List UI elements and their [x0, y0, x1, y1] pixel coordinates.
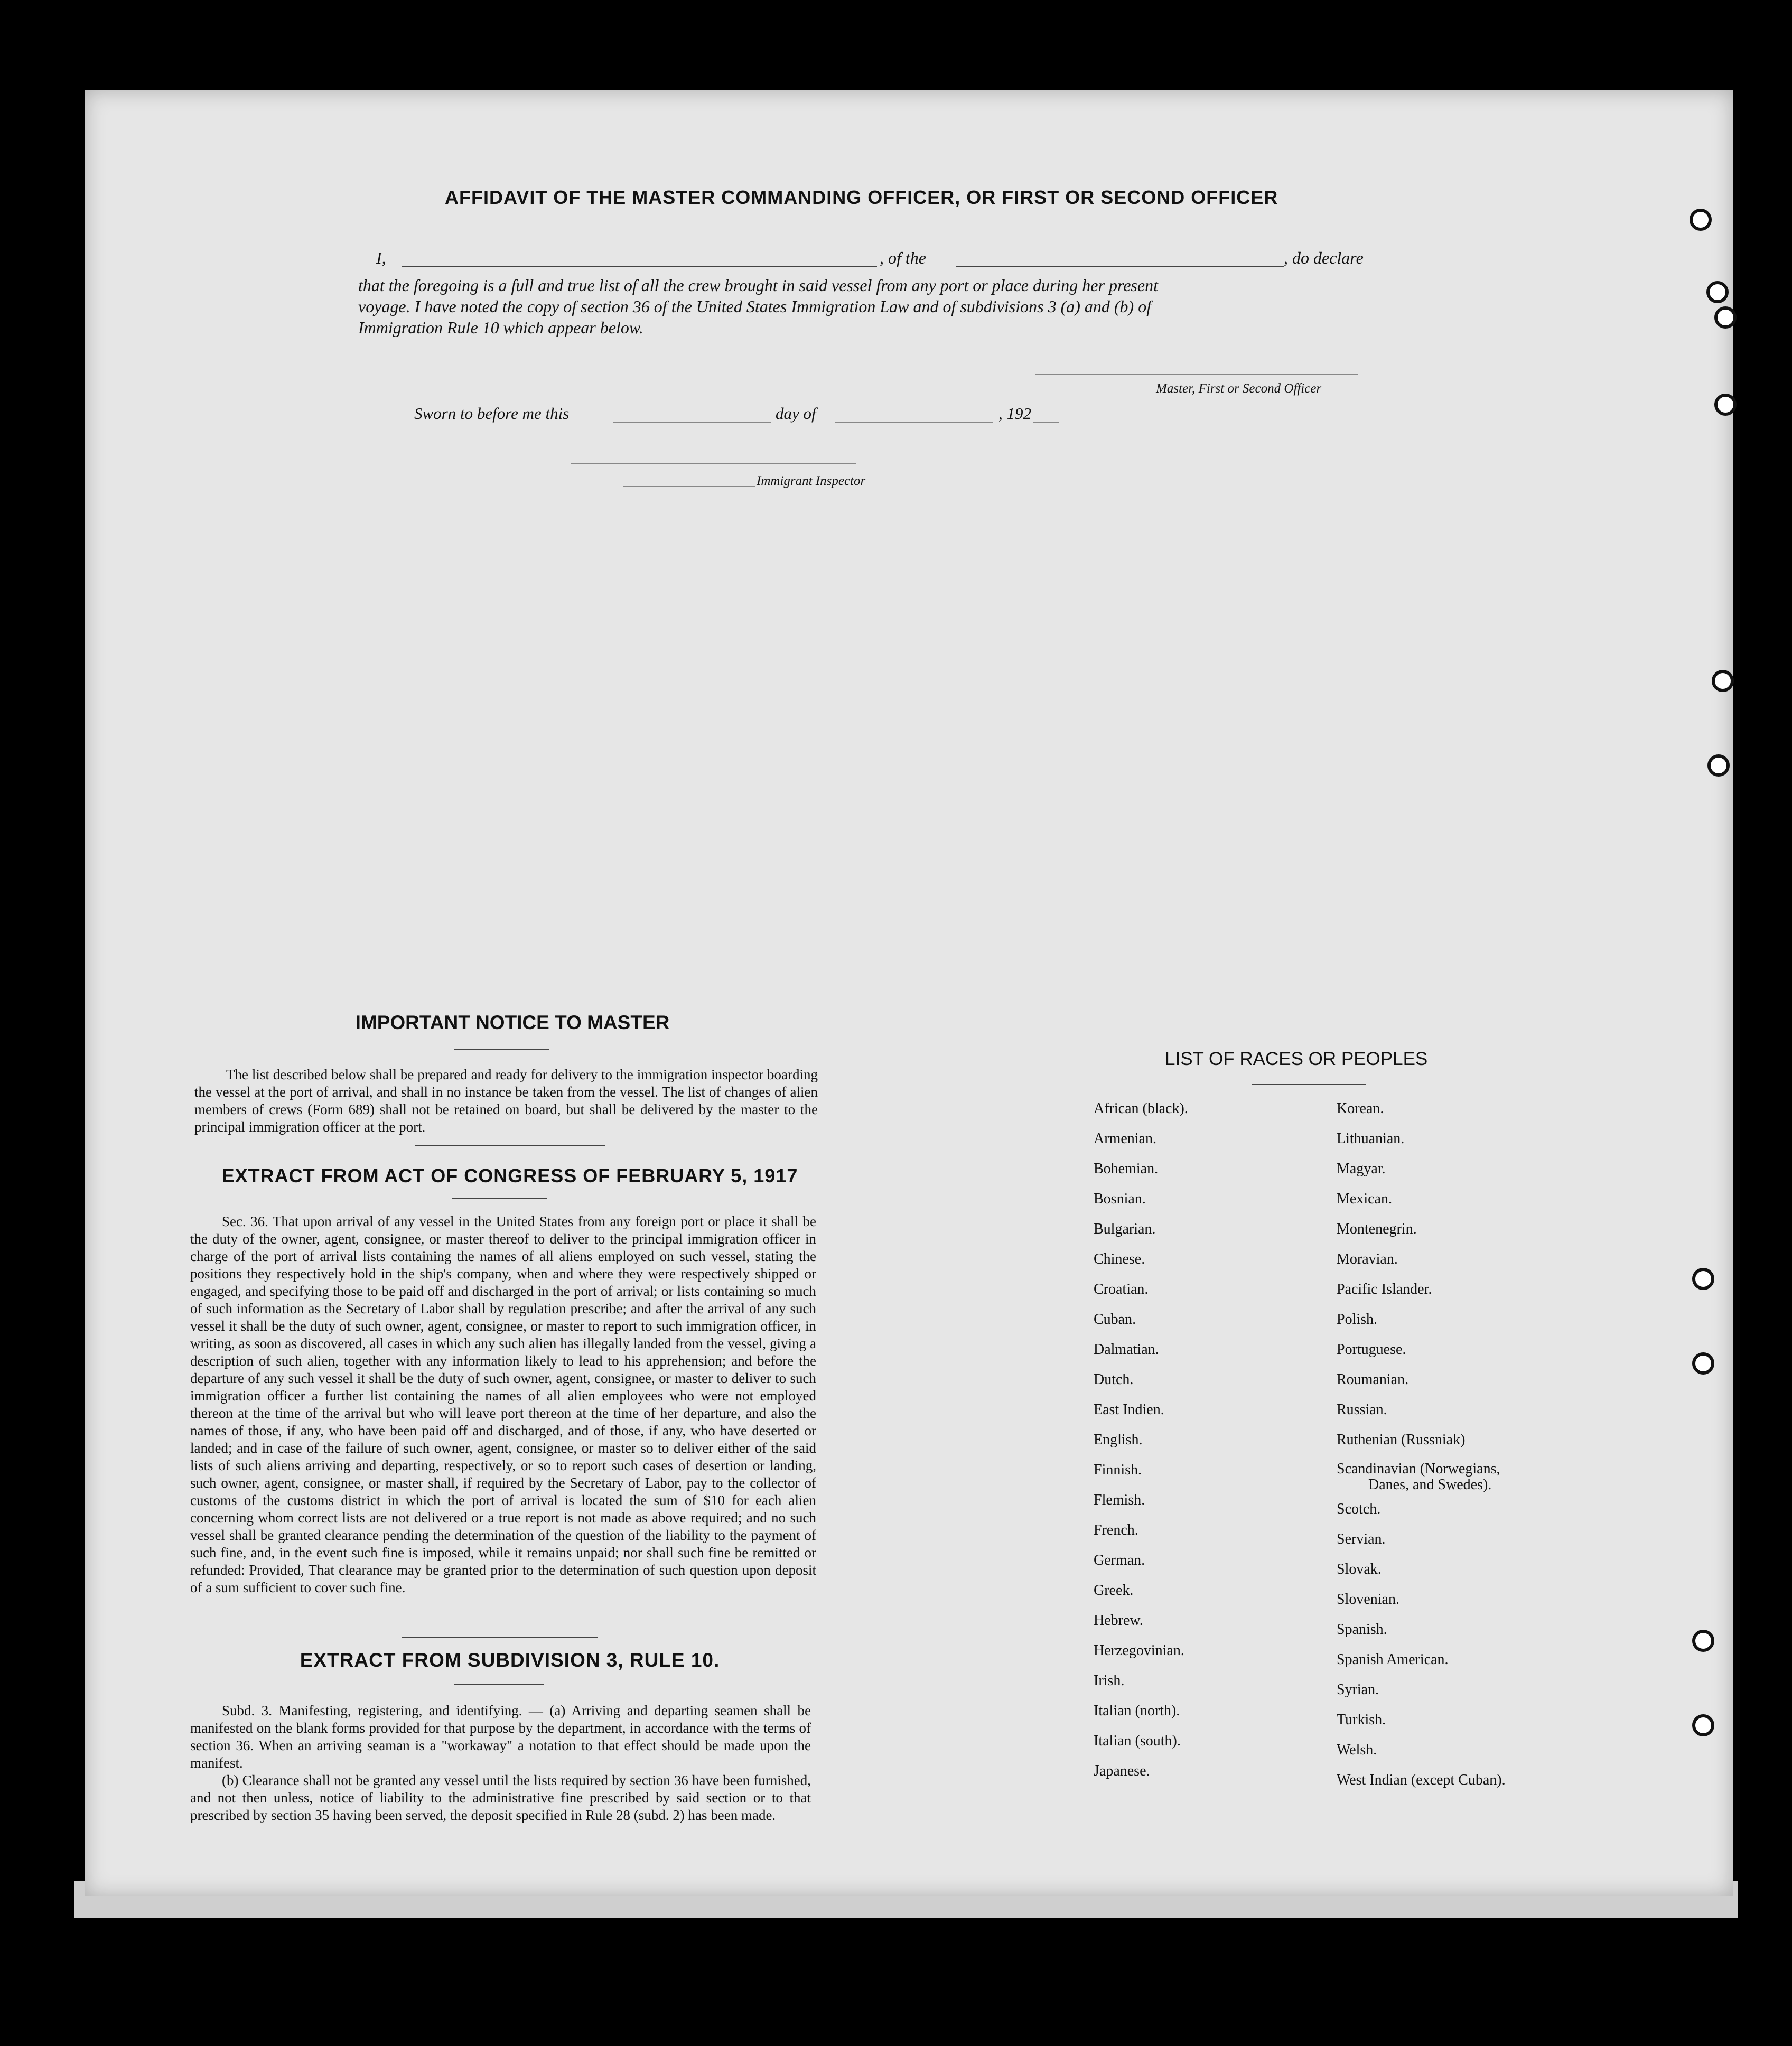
race-item: Magyar. [1337, 1161, 1386, 1177]
master-signature-line[interactable] [1035, 374, 1358, 375]
divider [452, 1198, 547, 1199]
races-right-column [1337, 1094, 1506, 1795]
race-item: Welsh. [1337, 1742, 1377, 1758]
binder-hole [1707, 754, 1730, 777]
race-item: Montenegrin. [1337, 1221, 1417, 1237]
race-item: West Indian (except Cuban). [1337, 1772, 1506, 1788]
race-item: Bohemian. [1094, 1161, 1159, 1177]
race-item: French. [1094, 1522, 1138, 1538]
affidavit-line-1: that the foregoing is a full and true list of all the crew brought in said vessel from any port or place during her present [358, 276, 1158, 295]
inspector-line[interactable] [623, 486, 755, 487]
sworn-day-line[interactable] [613, 422, 771, 423]
divider [454, 1684, 544, 1685]
act-title: EXTRACT FROM ACT OF CONGRESS OF FEBRUARY 5, 1917 [221, 1165, 798, 1187]
year-label: , 192 [998, 404, 1031, 423]
divider [415, 1145, 605, 1146]
race-item: Bulgarian. [1094, 1221, 1156, 1237]
races-left-column [1094, 1094, 1188, 1786]
race-item: Ruthenian (Russniak) [1337, 1432, 1466, 1448]
race-item: Finnish. [1094, 1462, 1142, 1478]
race-item: Polish. [1337, 1311, 1378, 1328]
race-item: Dalmatian. [1094, 1341, 1159, 1358]
race-item [1337, 1455, 1506, 1493]
race-item: Korean. [1337, 1100, 1384, 1117]
divider [454, 1049, 549, 1050]
affidavit-title: AFFIDAVIT OF THE MASTER COMMANDING OFFICER, OR FIRST OR SECOND OFFICER [445, 186, 1278, 208]
vessel-line[interactable] [956, 266, 1284, 267]
name-line[interactable] [402, 266, 877, 267]
race-item: Japanese. [1094, 1763, 1150, 1779]
race-item: Croatian. [1094, 1281, 1149, 1297]
race-item: Armenian. [1094, 1131, 1156, 1147]
race-item: Moravian. [1337, 1251, 1398, 1267]
binder-hole [1692, 1714, 1714, 1736]
binder-hole [1706, 281, 1729, 303]
race-item: Pacific Islander. [1337, 1281, 1432, 1297]
affidavit-body [358, 275, 1158, 338]
year-line[interactable] [1033, 422, 1059, 423]
race-item: Turkish. [1337, 1712, 1386, 1728]
race-item: Spanish. [1337, 1621, 1387, 1638]
binder-hole [1714, 306, 1737, 329]
race-item: Scotch. [1337, 1501, 1381, 1517]
divider [402, 1637, 598, 1638]
notice-title: IMPORTANT NOTICE TO MASTER [355, 1012, 670, 1033]
race-item: Lithuanian. [1337, 1131, 1405, 1147]
rule-text-a: Subd. 3. Manifesting, registering, and identifying. — (a) Arriving and departing seamen shall be manifested on the blank forms provided for that purpose by the department, in accordance with the terms of section 36. When an arriving seaman is a "workaway" a notation to that effect should be made upon the manifest. [190, 1703, 811, 1771]
rule-text [190, 1702, 811, 1824]
race-item: Slovenian. [1337, 1591, 1399, 1608]
race-item: East Indien. [1094, 1402, 1164, 1418]
race-item: Dutch. [1094, 1371, 1134, 1388]
binder-hole [1714, 394, 1737, 416]
race-item-line: Danes, and Swedes). [1368, 1477, 1492, 1493]
master-signature-label: Master, First or Second Officer [1156, 381, 1322, 396]
binder-hole [1692, 1630, 1714, 1652]
race-item: Chinese. [1094, 1251, 1145, 1267]
binder-hole [1692, 1352, 1714, 1375]
rule-text-b: (b) Clearance shall not be granted any vessel until the lists required by section 36 have been furnished, and not then unless, notice of liability to the administrative fine prescribed by said section or to that prescribed by section 35 having been served, the deposit specified in Rule 28 (subd. 2) has been made. [190, 1772, 811, 1823]
races-title: LIST OF RACES OR PEOPLES [1165, 1049, 1428, 1069]
sworn-month-line[interactable] [835, 422, 993, 423]
race-item: Herzegovinian. [1094, 1642, 1184, 1659]
race-item: Irish. [1094, 1673, 1125, 1689]
inspector-line-upper[interactable] [571, 463, 856, 464]
race-item: Greek. [1094, 1582, 1134, 1599]
race-item: German. [1094, 1552, 1145, 1568]
act-text: Sec. 36. That upon arrival of any vessel in the United States from any foreign port or place it shall be the duty of the owner, agent, consignee, or master thereof to deliver to the principal immigration officer in charge of the port of arrival lists containing the names of all aliens employed on such vessel, stating the positions they respectively hold in the ship's company, when and where they were respectively shipped or engaged, and specifying those to be paid off and discharged in the port of arrival; or lists containing so much of such information as the Secretary of Labor shall by regulation prescribe; and after the arrival of any such vessel it shall be the duty of such owner, agent, consignee, or master to report to such immigration officer, in writing, as soon as discovered, all cases in which any such alien has illegally landed from the vessel, giving a description of such alien, together with any information likely to lead to his apprehension; and before the departure of any such vessel it shall be the duty of such owner, agent, consignee, or master to deliver to such immigration officer a further list containing the names of all alien employees who were not employed thereon at the time of the arrival but who will leave port thereon at the time of her departure, and also the names of those, if any, who have been paid off and discharged, and of those, if any, who have deserted or landed; and in case of the failure of such owner, agent, consignee, or master so to deliver either of the said lists of such aliens arriving and departing, respectively, or so to report such cases of desertion or landing, such owner, agent, consignee, or master shall, if required by the Secretary of Labor, pay to the collector of customs of the customs district in which the port of arrival is located the sum of $10 for each alien concerning whom correct lists are not delivered or a true report is not made as above required; and no such vessel shall be granted clearance pending the determination of the question of the liability to the payment of such fine, and, in the event such fine is imposed, while it remains unpaid; nor shall such fine be remitted or refunded: Provided, That clearance may be granted prior to the determination of such question upon deposit of a sum sufficient to cover such fine. [190, 1213, 816, 1595]
race-item: Flemish. [1094, 1492, 1145, 1508]
affidavit-do-declare: , do declare [1284, 248, 1364, 267]
inspector-label: Immigrant Inspector [757, 474, 866, 488]
divider [1252, 1084, 1366, 1085]
race-item: African (black). [1094, 1100, 1188, 1117]
race-item: Servian. [1337, 1531, 1386, 1547]
affidavit-of-the: , of the [880, 248, 926, 267]
binder-hole [1692, 1268, 1714, 1290]
race-item: Russian. [1337, 1402, 1387, 1418]
race-item: Hebrew. [1094, 1612, 1143, 1629]
affidavit-line-3: Immigration Rule 10 which appear below. [358, 318, 643, 337]
affidavit-line-2: voyage. I have noted the copy of section 36 of the United States Immigration Law and of subdivisions 3 (a) and (b) of [358, 297, 1152, 316]
rule-title: EXTRACT FROM SUBDIVISION 3, RULE 10. [300, 1649, 720, 1671]
binder-hole [1712, 670, 1734, 692]
race-item: Portuguese. [1337, 1341, 1406, 1358]
race-item: Syrian. [1337, 1681, 1379, 1698]
notice-text: The list described below shall be prepared and ready for delivery to the immigration inspector boarding the vessel at the port of arrival, and shall in no instance be taken from the vessel. The list of changes of alien members of crews (Form 689) shall not be retained on board, but shall be delivered by the master to the principal immigration officer at the port. [194, 1067, 818, 1135]
race-item: Mexican. [1337, 1191, 1392, 1207]
race-item: Bosnian. [1094, 1191, 1146, 1207]
sworn-label: Sworn to before me this [414, 404, 570, 423]
race-item: Slovak. [1337, 1561, 1382, 1577]
day-of-label: day of [776, 404, 816, 423]
race-item: Italian (south). [1094, 1733, 1181, 1749]
race-item: Spanish American. [1337, 1651, 1449, 1668]
race-item: Italian (north). [1094, 1703, 1180, 1719]
binder-hole [1690, 209, 1712, 231]
race-item: Cuban. [1094, 1311, 1136, 1328]
race-item: English. [1094, 1432, 1143, 1448]
race-item-line: Scandinavian (Norwegians, [1337, 1461, 1500, 1477]
affidavit-i: I, [376, 248, 386, 267]
race-item: Roumanian. [1337, 1371, 1409, 1388]
